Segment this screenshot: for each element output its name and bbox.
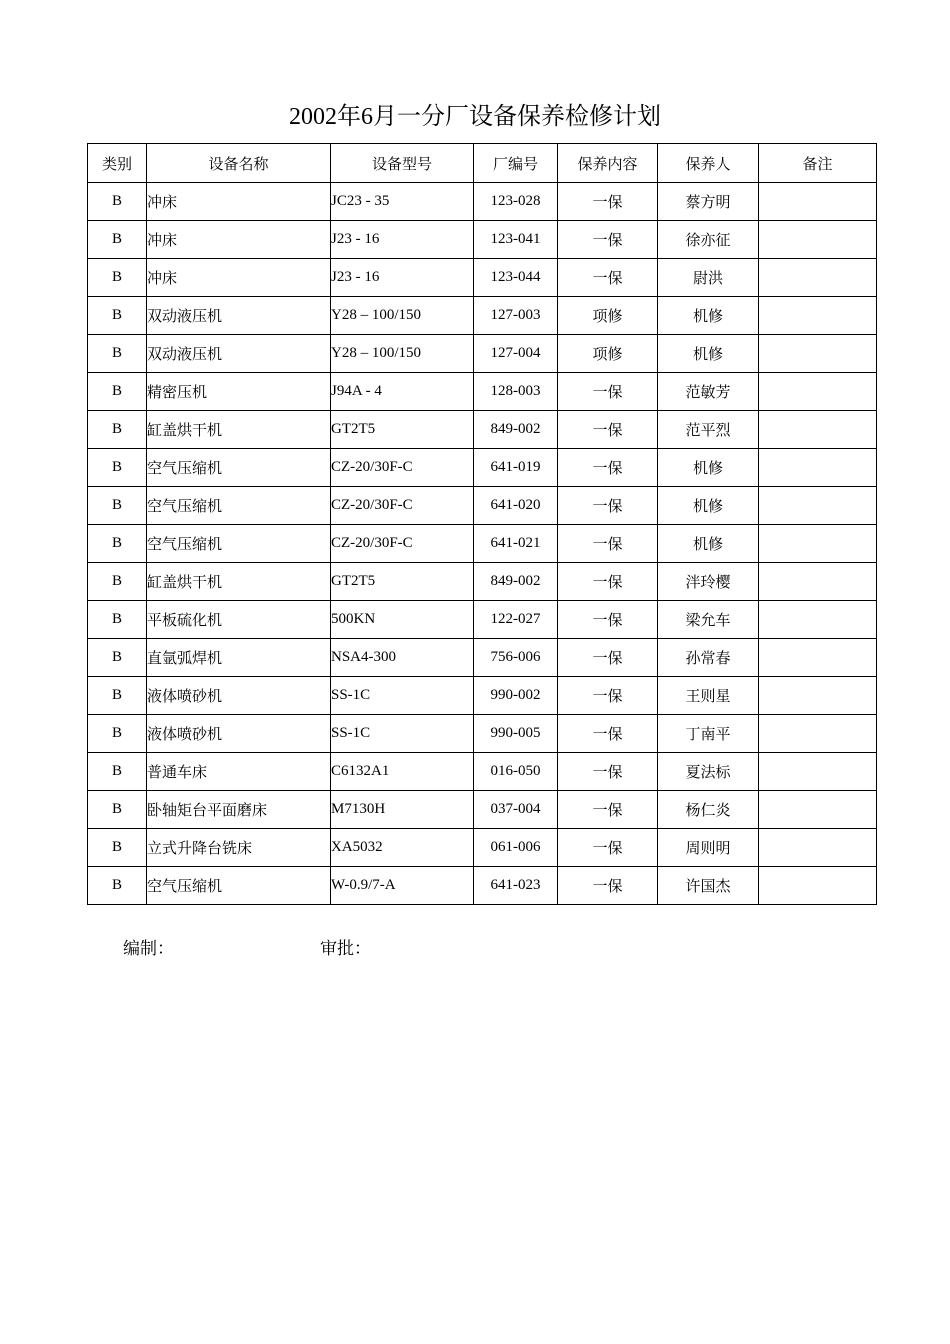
cell-maintenance-content: 一保 bbox=[558, 715, 658, 753]
cell-maintenance-content: 一保 bbox=[558, 259, 658, 297]
cell-equipment-name: 精密压机 bbox=[147, 373, 331, 411]
table-row bbox=[88, 259, 877, 297]
cell-equipment-model: W-0.9/7-A bbox=[331, 867, 474, 905]
cell-maintainer: 孙常春 bbox=[658, 639, 759, 677]
cell-factory-number: 849-002 bbox=[474, 563, 558, 601]
cell-equipment-name: 立式升降台铣床 bbox=[147, 829, 331, 867]
cell-factory-number: 122-027 bbox=[474, 601, 558, 639]
cell-maintenance-content: 一保 bbox=[558, 677, 658, 715]
cell-equipment-name: 直氩弧焊机 bbox=[147, 639, 331, 677]
cell-equipment-name: 液体喷砂机 bbox=[147, 715, 331, 753]
cell-maintenance-content: 一保 bbox=[558, 221, 658, 259]
cell-maintainer: 机修 bbox=[658, 297, 759, 335]
cell-equipment-model: Y28 – 100/150 bbox=[331, 297, 474, 335]
cell-remarks bbox=[759, 297, 877, 335]
cell-equipment-model: CZ-20/30F-C bbox=[331, 487, 474, 525]
cell-equipment-name: 普通车床 bbox=[147, 753, 331, 791]
table-row bbox=[88, 525, 877, 563]
cell-remarks bbox=[759, 183, 877, 221]
cell-category: B bbox=[88, 639, 147, 677]
cell-factory-number: 016-050 bbox=[474, 753, 558, 791]
cell-equipment-name: 卧轴矩台平面磨床 bbox=[147, 791, 331, 829]
cell-maintainer: 许国杰 bbox=[658, 867, 759, 905]
table-row bbox=[88, 563, 877, 601]
cell-category: B bbox=[88, 715, 147, 753]
header-equipment-name: 设备名称 bbox=[147, 144, 331, 183]
header-factory-number: 厂编号 bbox=[474, 144, 558, 183]
cell-category: B bbox=[88, 563, 147, 601]
cell-maintainer: 机修 bbox=[658, 487, 759, 525]
cell-maintainer: 杨仁炎 bbox=[658, 791, 759, 829]
cell-factory-number: 123-044 bbox=[474, 259, 558, 297]
cell-equipment-model: JC23 - 35 bbox=[331, 183, 474, 221]
cell-category: B bbox=[88, 829, 147, 867]
table-row bbox=[88, 715, 877, 753]
cell-maintenance-content: 一保 bbox=[558, 525, 658, 563]
cell-maintenance-content: 项修 bbox=[558, 335, 658, 373]
page-title: 2002年6月一分厂设备保养检修计划 bbox=[289, 104, 661, 130]
header-maintainer: 保养人 bbox=[658, 144, 759, 183]
cell-maintenance-content: 一保 bbox=[558, 449, 658, 487]
table-row bbox=[88, 221, 877, 259]
cell-factory-number: 641-020 bbox=[474, 487, 558, 525]
cell-remarks bbox=[759, 601, 877, 639]
cell-category: B bbox=[88, 183, 147, 221]
cell-remarks bbox=[759, 753, 877, 791]
cell-remarks bbox=[759, 867, 877, 905]
table-row bbox=[88, 449, 877, 487]
table-row bbox=[88, 183, 877, 221]
cell-remarks bbox=[759, 259, 877, 297]
cell-equipment-model: SS-1C bbox=[331, 715, 474, 753]
cell-remarks bbox=[759, 487, 877, 525]
cell-factory-number: 128-003 bbox=[474, 373, 558, 411]
cell-factory-number: 641-021 bbox=[474, 525, 558, 563]
cell-maintenance-content: 一保 bbox=[558, 563, 658, 601]
cell-maintainer: 徐亦征 bbox=[658, 221, 759, 259]
cell-factory-number: 127-004 bbox=[474, 335, 558, 373]
cell-category: B bbox=[88, 373, 147, 411]
table-row bbox=[88, 677, 877, 715]
cell-equipment-name: 缸盖烘干机 bbox=[147, 411, 331, 449]
cell-equipment-model: J94A - 4 bbox=[331, 373, 474, 411]
cell-category: B bbox=[88, 791, 147, 829]
cell-remarks bbox=[759, 829, 877, 867]
cell-factory-number: 641-023 bbox=[474, 867, 558, 905]
cell-remarks bbox=[759, 221, 877, 259]
cell-equipment-model: 500KN bbox=[331, 601, 474, 639]
cell-maintenance-content: 一保 bbox=[558, 867, 658, 905]
table-row bbox=[88, 867, 877, 905]
cell-factory-number: 990-005 bbox=[474, 715, 558, 753]
cell-equipment-model: SS-1C bbox=[331, 677, 474, 715]
cell-maintainer: 夏法标 bbox=[658, 753, 759, 791]
cell-category: B bbox=[88, 753, 147, 791]
cell-category: B bbox=[88, 487, 147, 525]
cell-factory-number: 756-006 bbox=[474, 639, 558, 677]
cell-factory-number: 123-028 bbox=[474, 183, 558, 221]
cell-remarks bbox=[759, 449, 877, 487]
table-row bbox=[88, 829, 877, 867]
cell-category: B bbox=[88, 601, 147, 639]
cell-maintenance-content: 一保 bbox=[558, 487, 658, 525]
cell-equipment-model: J23 - 16 bbox=[331, 221, 474, 259]
cell-equipment-name: 空气压缩机 bbox=[147, 449, 331, 487]
cell-category: B bbox=[88, 335, 147, 373]
table-row bbox=[88, 753, 877, 791]
cell-remarks bbox=[759, 525, 877, 563]
cell-equipment-name: 冲床 bbox=[147, 221, 331, 259]
cell-maintainer: 范平烈 bbox=[658, 411, 759, 449]
cell-equipment-name: 液体喷砂机 bbox=[147, 677, 331, 715]
cell-category: B bbox=[88, 867, 147, 905]
cell-maintenance-content: 项修 bbox=[558, 297, 658, 335]
table-row bbox=[88, 373, 877, 411]
cell-equipment-model: M7130H bbox=[331, 791, 474, 829]
cell-maintainer: 梁允车 bbox=[658, 601, 759, 639]
cell-maintainer: 机修 bbox=[658, 335, 759, 373]
cell-factory-number: 123-041 bbox=[474, 221, 558, 259]
cell-equipment-name: 冲床 bbox=[147, 183, 331, 221]
cell-factory-number: 849-002 bbox=[474, 411, 558, 449]
table-row bbox=[88, 297, 877, 335]
cell-factory-number: 641-019 bbox=[474, 449, 558, 487]
cell-category: B bbox=[88, 677, 147, 715]
cell-remarks bbox=[759, 411, 877, 449]
cell-equipment-name: 平板硫化机 bbox=[147, 601, 331, 639]
cell-category: B bbox=[88, 259, 147, 297]
cell-maintainer: 机修 bbox=[658, 525, 759, 563]
cell-factory-number: 061-006 bbox=[474, 829, 558, 867]
cell-maintainer: 范敏芳 bbox=[658, 373, 759, 411]
cell-remarks bbox=[759, 373, 877, 411]
cell-equipment-name: 双动液压机 bbox=[147, 335, 331, 373]
cell-category: B bbox=[88, 221, 147, 259]
table-row bbox=[88, 791, 877, 829]
cell-category: B bbox=[88, 297, 147, 335]
cell-remarks bbox=[759, 791, 877, 829]
cell-equipment-model: Y28 – 100/150 bbox=[331, 335, 474, 373]
table-row bbox=[88, 335, 877, 373]
cell-equipment-name: 缸盖烘干机 bbox=[147, 563, 331, 601]
cell-maintainer: 周则明 bbox=[658, 829, 759, 867]
cell-equipment-name: 冲床 bbox=[147, 259, 331, 297]
cell-maintenance-content: 一保 bbox=[558, 601, 658, 639]
table-row bbox=[88, 639, 877, 677]
header-category: 类别 bbox=[88, 144, 147, 183]
cell-equipment-name: 空气压缩机 bbox=[147, 867, 331, 905]
cell-maintenance-content: 一保 bbox=[558, 753, 658, 791]
cell-remarks bbox=[759, 335, 877, 373]
cell-category: B bbox=[88, 449, 147, 487]
cell-maintenance-content: 一保 bbox=[558, 791, 658, 829]
cell-remarks bbox=[759, 563, 877, 601]
cell-maintainer: 丁南平 bbox=[658, 715, 759, 753]
table-row bbox=[88, 411, 877, 449]
cell-maintainer: 蔡方明 bbox=[658, 183, 759, 221]
cell-equipment-model: CZ-20/30F-C bbox=[331, 449, 474, 487]
table-body bbox=[88, 183, 877, 905]
cell-equipment-model: XA5032 bbox=[331, 829, 474, 867]
cell-maintainer: 机修 bbox=[658, 449, 759, 487]
cell-equipment-model: GT2T5 bbox=[331, 563, 474, 601]
cell-equipment-model: GT2T5 bbox=[331, 411, 474, 449]
compiled-by-label: 编制： bbox=[123, 939, 174, 958]
cell-factory-number: 127-003 bbox=[474, 297, 558, 335]
header-equipment-model: 设备型号 bbox=[331, 144, 474, 183]
cell-maintainer: 泮玲樱 bbox=[658, 563, 759, 601]
cell-equipment-name: 双动液压机 bbox=[147, 297, 331, 335]
cell-maintenance-content: 一保 bbox=[558, 183, 658, 221]
cell-factory-number: 037-004 bbox=[474, 791, 558, 829]
header-maintenance-content: 保养内容 bbox=[558, 144, 658, 183]
cell-equipment-model: J23 - 16 bbox=[331, 259, 474, 297]
maintenance-plan-table bbox=[87, 143, 877, 905]
cell-equipment-model: NSA4-300 bbox=[331, 639, 474, 677]
table-row bbox=[88, 601, 877, 639]
cell-remarks bbox=[759, 677, 877, 715]
cell-maintenance-content: 一保 bbox=[558, 639, 658, 677]
cell-equipment-name: 空气压缩机 bbox=[147, 487, 331, 525]
cell-maintenance-content: 一保 bbox=[558, 411, 658, 449]
cell-equipment-model: C6132A1 bbox=[331, 753, 474, 791]
cell-category: B bbox=[88, 411, 147, 449]
cell-category: B bbox=[88, 525, 147, 563]
cell-maintainer: 尉洪 bbox=[658, 259, 759, 297]
cell-equipment-model: CZ-20/30F-C bbox=[331, 525, 474, 563]
cell-equipment-name: 空气压缩机 bbox=[147, 525, 331, 563]
cell-maintainer: 王则星 bbox=[658, 677, 759, 715]
cell-maintenance-content: 一保 bbox=[558, 373, 658, 411]
table-row bbox=[88, 487, 877, 525]
cell-remarks bbox=[759, 639, 877, 677]
cell-maintenance-content: 一保 bbox=[558, 829, 658, 867]
table-header-row bbox=[88, 144, 877, 183]
cell-remarks bbox=[759, 715, 877, 753]
header-remarks: 备注 bbox=[759, 144, 877, 183]
cell-factory-number: 990-002 bbox=[474, 677, 558, 715]
approved-by-label: 审批： bbox=[320, 939, 371, 958]
